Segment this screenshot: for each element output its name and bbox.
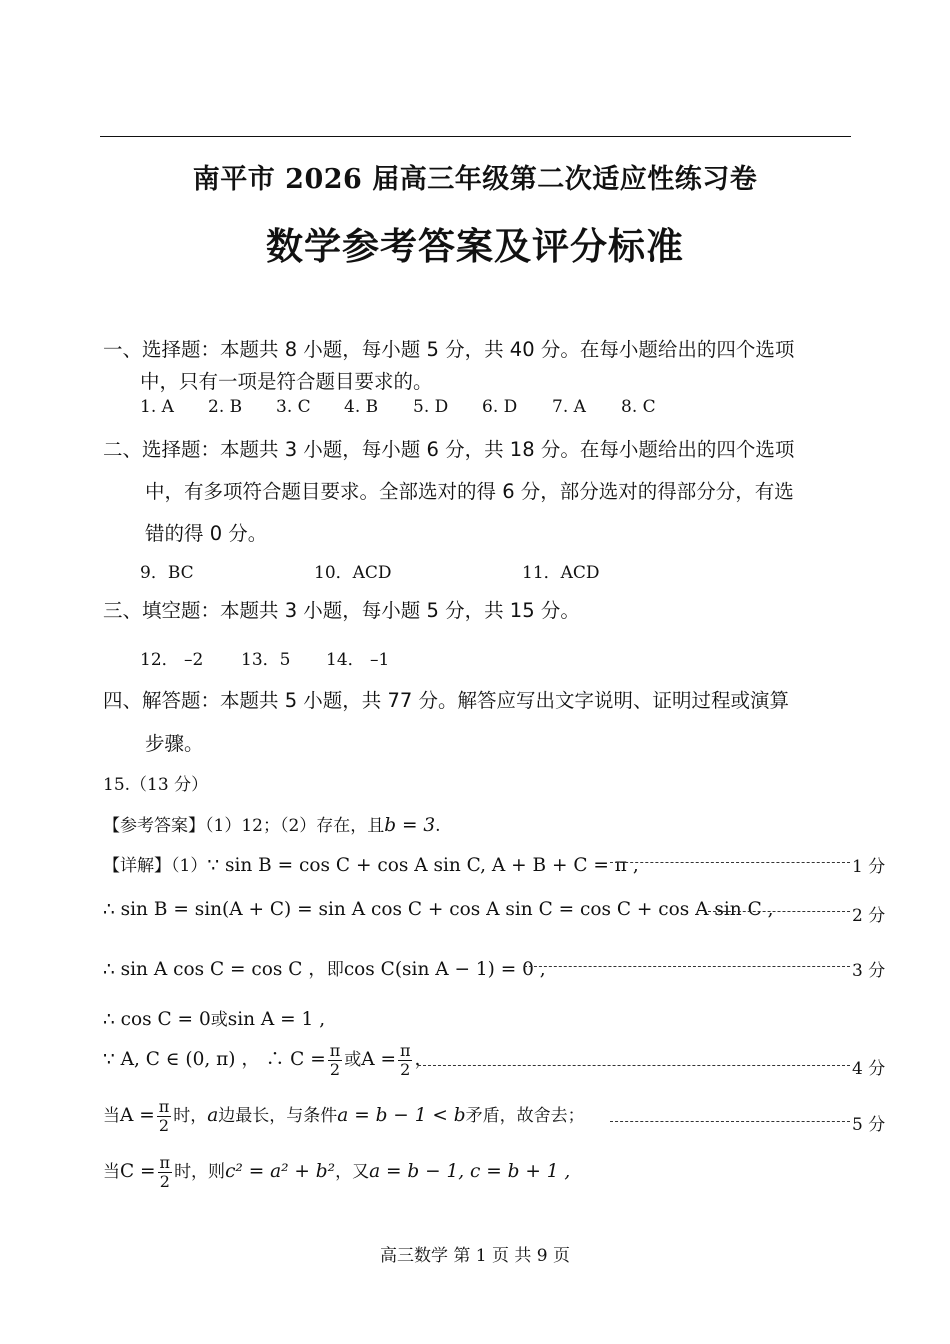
leader-dots-2: [708, 911, 850, 912]
leader-dots-4: [418, 1065, 850, 1066]
section1-answer-7: 7. A: [552, 397, 586, 417]
score-2: 2 分: [852, 906, 886, 926]
section1-answer-2: 2. B: [208, 397, 243, 417]
section3-answer-12: 12． –2: [140, 650, 204, 670]
leader-dots-3: [524, 966, 850, 967]
section2-answer-10: 10．ACD: [314, 563, 392, 583]
section4-heading: 四、解答题：本题共 5 小题，共 77 分。解答应写出文字说明、证明过程或演算: [103, 689, 790, 712]
section2-heading-cont2: 错的得 0 分。: [145, 522, 268, 545]
section1-answer-6: 6. D: [482, 397, 518, 417]
section1-answer-8: 8. C: [621, 397, 656, 417]
section3-heading: 三、填空题：本题共 3 小题，每小题 5 分，共 15 分。: [103, 599, 580, 622]
q15-step4: ∴ cos C = 0或sin A = 1 ,: [103, 1009, 326, 1030]
leader-dots-5: [610, 1121, 850, 1122]
section3-answer-14: 14． –1: [326, 650, 390, 670]
q15-step7: 当C = $\frac{\pi}{2}$ 时，则c² = a² + b²，又a = b − 1, c = b + 1 ,: [103, 1153, 571, 1191]
section1-answer-1: 1. A: [140, 397, 174, 417]
score-5: 5 分: [852, 1115, 886, 1135]
top-rule: [100, 136, 851, 137]
q15-heading: 15.（13 分）: [103, 775, 209, 795]
q15-step2: ∴ sin B = sin(A + C) = sin A cos C + cos A sin C = cos C + cos A sin C ,: [103, 899, 774, 920]
q15-step1: 【详解】（1）∵ sin B = cos C + cos A sin C, A + B + C = π ,: [103, 855, 639, 876]
page-title: 数学参考答案及评分标准: [266, 224, 684, 268]
section1-heading: 一、选择题：本题共 8 小题，每小题 5 分，共 40 分。在每小题给出的四个选项: [103, 338, 795, 361]
leader-dots-1: [610, 862, 850, 863]
section1-answer-3: 3. C: [276, 397, 311, 417]
score-4: 4 分: [852, 1059, 886, 1079]
section3-answer-13: 13．5: [241, 650, 291, 670]
section2-heading: 二、选择题：本题共 3 小题，每小题 6 分，共 18 分。在每小题给出的四个选项: [103, 438, 795, 461]
section2-answer-9: 9．BC: [140, 563, 194, 583]
score-1: 1 分: [852, 857, 886, 877]
q15-reference-answer: 【参考答案】（1）12；（2）存在，且b = 3.: [103, 815, 441, 836]
section2-answer-11: 11．ACD: [522, 563, 600, 583]
score-3: 3 分: [852, 961, 886, 981]
section1-answer-4: 4. B: [344, 397, 379, 417]
page-footer: 高三数学 第 1 页 共 9 页: [379, 1246, 571, 1266]
section1-heading-cont: 中，只有一项是符合题目要求的。: [140, 370, 433, 393]
q15-step5: ∵ A, C ∈ (0, π) ， ∴ C = $\frac{\pi}{2}$ 或A = $\frac{\pi}{2}$ ，: [103, 1041, 433, 1079]
section2-heading-cont: 中，有多项符合题目要求。全部选对的得 6 分，部分选对的得部分分，有选: [145, 480, 794, 503]
q15-step3: ∴ sin A cos C = cos C ，即cos C(sin A − 1) = 0 ,: [103, 959, 546, 980]
q15-step6: 当A = $\frac{\pi}{2}$ 时，a边最长，与条件a = b − 1 < b矛盾，故舍去；: [103, 1097, 585, 1135]
section1-answer-5: 5. D: [413, 397, 449, 417]
section4-heading-cont: 步骤。: [145, 732, 204, 755]
exam-title: 南平市 2026 届高三年级第二次适应性练习卷: [192, 164, 758, 195]
